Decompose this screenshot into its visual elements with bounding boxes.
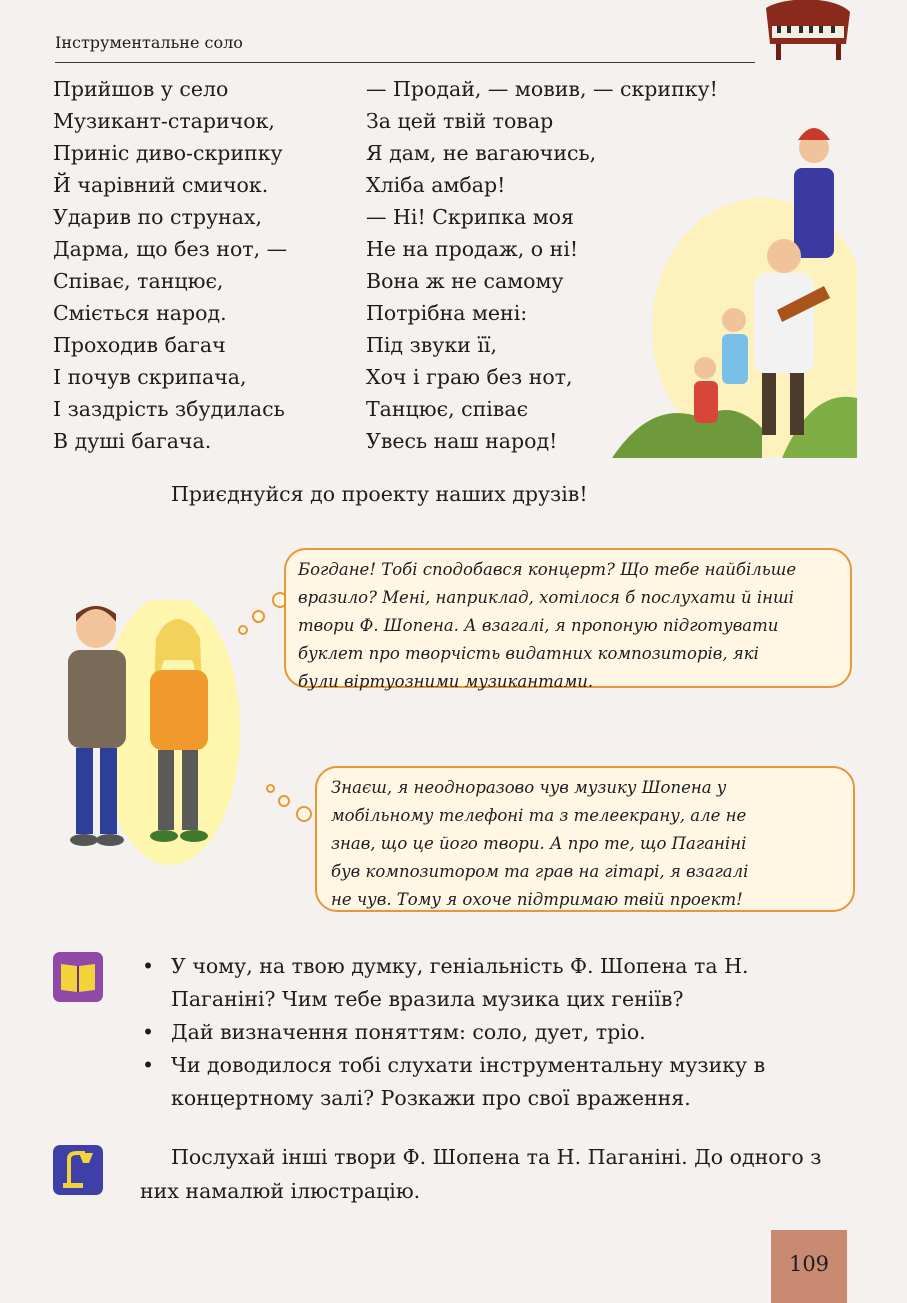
poem-line: Прийшов у село [53, 77, 229, 101]
poem-line: Танцює, співає [366, 397, 529, 421]
poem-line: Дарма, що без нот, — [53, 237, 288, 261]
speech-bubble-boy [315, 766, 855, 912]
poem-line: Хліба амбар! [366, 173, 506, 197]
bubble-line: знав, що це його твори. А про те, що Паганіні [331, 834, 747, 853]
poem-line: Співає, танцює, [53, 269, 224, 293]
bubble-line: вразило? Мені, наприклад, хотілося б послухати й інші [298, 588, 794, 607]
poem-line: В душі багача. [53, 429, 212, 453]
book-icon [53, 952, 103, 1002]
thought-dot [266, 784, 275, 793]
poem-line: Увесь наш народ! [366, 429, 558, 453]
poem-line: Приніс диво-скрипку [53, 141, 283, 165]
bubble-line: твори Ф. Шопена. А взагалі, я пропоную підготувати [298, 616, 779, 635]
question-item: • У чому, на твою думку, геніальність Ф. Шопена та Н. Паганіні? Чим тебе вразила музика цих геніїв? [140, 950, 855, 1016]
bubble-line: був композитором та грав на гітарі, я взагалі [331, 862, 749, 881]
thought-dot [296, 806, 312, 822]
poem-line: Музикант-старичок, [53, 109, 275, 133]
poem-line: За цей твій товар [366, 109, 554, 133]
bubble-line: Богдане! Тобі сподобався концерт? Що тебе найбільше [298, 560, 797, 579]
poem-line: Хоч і граю без нот, [366, 365, 573, 389]
project-invitation: Приєднуйся до проекту наших друзів! [171, 482, 588, 506]
questions-list [140, 950, 855, 1115]
poem-line: Під звуки її, [366, 333, 497, 357]
poem-line: І почув скрипача, [53, 365, 247, 389]
thought-dot [278, 795, 290, 807]
listening-task: Послухай інші твори Ф. Шопена та Н. Паганіні. До одного з них намалюй ілюстрацію. [140, 1145, 822, 1203]
poem-line: Проходив багач [53, 333, 226, 357]
bubble-line: буклет про творчість видатних композиторів, які [298, 644, 759, 663]
poem-line: Вона ж не самому [366, 269, 564, 293]
bubble-line: не чув. Тому я охоче підтримаю твій проект! [331, 890, 743, 909]
page-number-tab [771, 1230, 847, 1303]
thought-dot [238, 625, 248, 635]
poem-line: Й чарівний смичок. [53, 173, 269, 197]
header-divider [55, 62, 755, 63]
question-item: • Дай визначення поняттям: соло, дует, тріо. [140, 1016, 855, 1049]
bubble-line: мобільному телефоні та з телеекрану, але не [331, 806, 747, 825]
lamp-icon [53, 1145, 103, 1195]
poem-line: І заздрість збудилась [53, 397, 285, 421]
bubble-line: Знаєш, я неодноразово чув музику Шопена у [331, 778, 727, 797]
children-illustration [50, 600, 240, 868]
poem-line: — Ні! Скрипка моя [366, 205, 574, 229]
poem-line: Потрібна мені: [366, 301, 528, 325]
poem-line: Я дам, не вагаючись, [366, 141, 597, 165]
speech-bubble-girl [284, 548, 852, 691]
thought-dot [252, 610, 265, 623]
violinist-illustration [612, 98, 857, 458]
poem-line: Сміється народ. [53, 301, 227, 325]
question-item: • Чи доводилося тобі слухати інструментальну музику в концертному залі? Розкажи про свої враження. [140, 1049, 855, 1115]
poem-left-column [53, 73, 287, 457]
poem-line: Ударив по струнах, [53, 205, 262, 229]
section-title: Інструментальне соло [55, 33, 243, 52]
page-number: 109 [788, 1252, 830, 1276]
poem-line: Не на продаж, о ні! [366, 237, 579, 261]
bubble-line: були віртуозними музикантами. [298, 672, 594, 691]
poem-line: — Продай, — мовив, — скрипку! [366, 77, 718, 101]
piano-illustration [760, 0, 855, 62]
